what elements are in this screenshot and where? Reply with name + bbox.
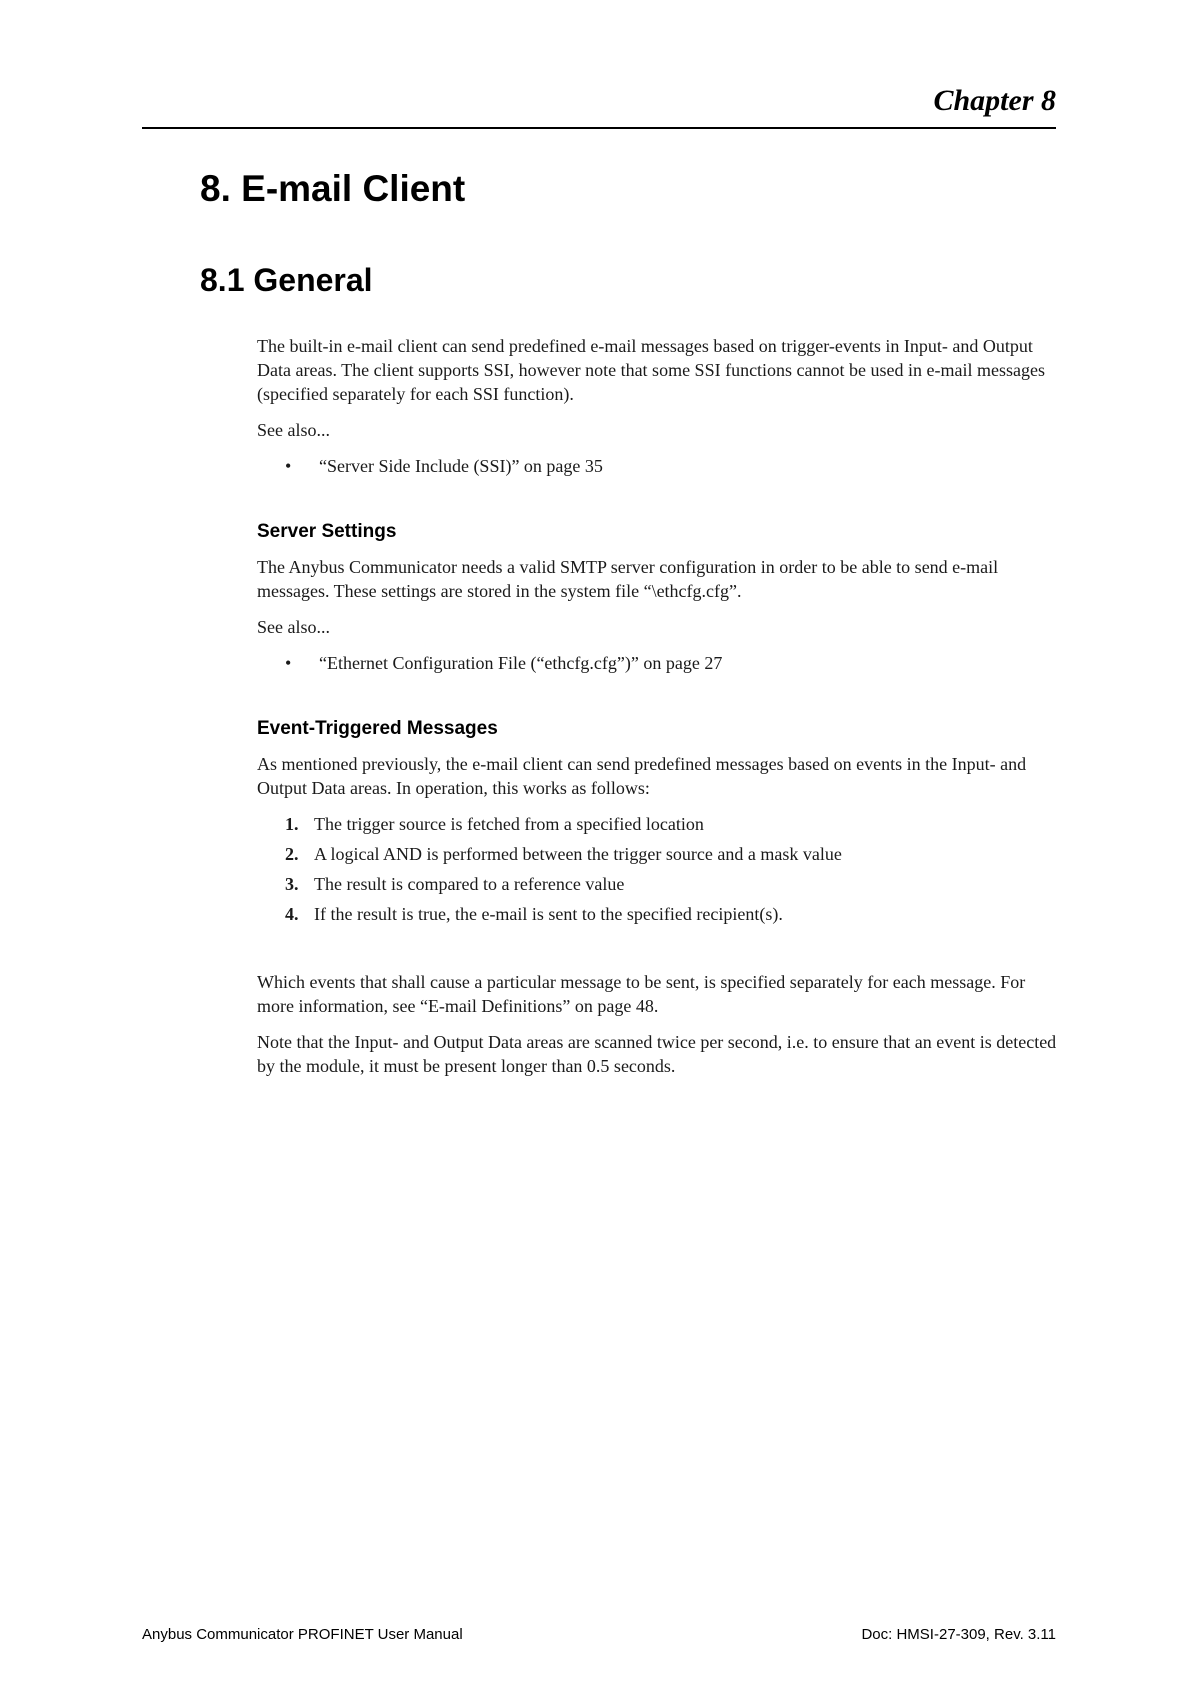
intro-paragraph: The built-in e-mail client can send predefined e-mail messages based on trigger-events in Input- and Output Data areas. The client supports SSI, however note that some SSI functions cannot be used in e-mail messages (specified separately for each SSI function).: [257, 336, 1045, 404]
list-number: 2.: [285, 844, 299, 864]
section-title: 8.1 General: [200, 262, 373, 298]
server-settings-paragraph: The Anybus Communicator needs a valid SMTP server configuration in order to be able to send e-mail messages. These settings are stored in the system file “\ethcfg.cfg”.: [257, 557, 999, 601]
ethcfg-reference-link[interactable]: “Ethernet Configuration File (“ethcfg.cfg”)” on page 27: [319, 653, 723, 673]
footer-title: Anybus Communicator PROFINET User Manual: [142, 1626, 463, 1643]
scan-note-paragraph: Note that the Input- and Output Data areas are scanned twice per second, i.e. to ensure that an event is detected by the module, it must be present longer than 0.5 seconds.: [257, 1032, 1057, 1076]
list-text: A logical AND is performed between the trigger source and a mask value: [314, 844, 842, 864]
list-text: The trigger source is fetched from a specified location: [314, 814, 704, 834]
see-also-label: See also...: [257, 420, 330, 440]
list-item: [285, 872, 624, 896]
see-also-label: See also...: [257, 617, 330, 637]
bullet-icon: •: [285, 456, 292, 476]
header-rule: [142, 127, 1056, 129]
page-title: 8. E-mail Client: [200, 168, 466, 209]
list-number: 3.: [285, 874, 299, 894]
event-triggered-paragraph: As mentioned previously, the e-mail client can send predefined messages based on events in the Input- and Output Data areas. In operation, this works as follows:: [257, 754, 1027, 798]
list-text: The result is compared to a reference value: [314, 874, 625, 894]
list-item: [285, 812, 704, 836]
chapter-label: Chapter 8: [933, 84, 1056, 117]
bullet-icon: •: [285, 653, 292, 673]
server-settings-heading: Server Settings: [257, 521, 397, 542]
list-number: 4.: [285, 904, 299, 924]
footer-doc-id: Doc: HMSI-27-309, Rev. 3.11: [861, 1626, 1056, 1643]
list-item: [285, 842, 842, 866]
events-paragraph: Which events that shall cause a particular message to be sent, is specified separately for each message. For more information, see “E-mail Definitions” on page 48.: [257, 972, 1026, 1016]
event-triggered-heading: Event-Triggered Messages: [257, 718, 498, 739]
ssi-reference-link[interactable]: “Server Side Include (SSI)” on page 35: [319, 456, 603, 476]
list-number: 1.: [285, 814, 299, 834]
list-item: [285, 902, 783, 926]
list-text: If the result is true, the e-mail is sent to the specified recipient(s).: [314, 904, 783, 924]
